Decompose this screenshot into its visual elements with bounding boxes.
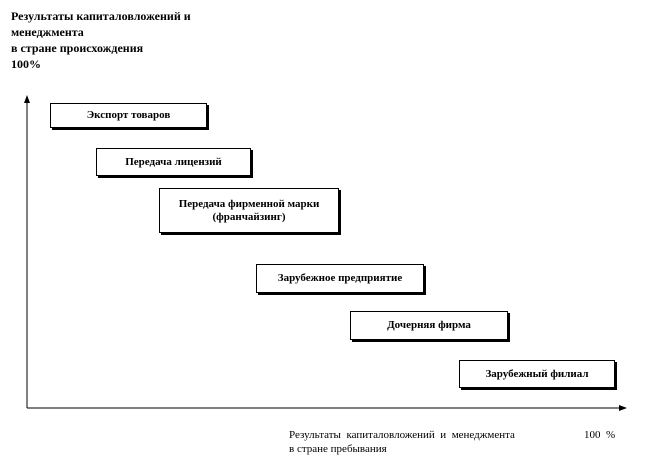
stage-label-foreign-enterprise: Зарубежное предприятие (277, 272, 403, 284)
stage-box-foreign-branch (459, 360, 615, 388)
stage-box-export (50, 103, 207, 128)
stage-label-subsidiary: Дочерняя фирма (387, 319, 471, 331)
x-axis-title-line-1: Результаты капиталовложений и менеджмента (289, 429, 515, 441)
stage-label-licensing: Передача лицензий (125, 155, 222, 168)
stage-label-foreign-branch: Зарубежный филиал (485, 367, 589, 380)
stage-label-franchising-line-2: (франчайзинг) (212, 210, 286, 223)
y-axis-arrow-icon (24, 95, 30, 103)
stage-box-subsidiary (350, 311, 508, 340)
y-axis-title-line-1: Результаты капиталовложений и (11, 9, 191, 23)
stage-box-licensing (96, 148, 251, 176)
stage-box-foreign-enterprise (256, 264, 424, 293)
stage-label-export: Экспорт товаров (86, 109, 171, 121)
stage-label-franchising-line-1: Передача фирменной марки (178, 197, 320, 210)
stage-box-franchising (159, 188, 339, 233)
x-axis-title-line-2: в стране пребывания (289, 443, 387, 455)
x-axis-arrow-icon (619, 405, 627, 411)
x-axis-title (289, 428, 515, 456)
y-axis-title-line-2: менеджмента (11, 25, 84, 39)
x-axis-percent: 100 % (584, 429, 616, 441)
y-axis-title-line-4: 100% (11, 57, 41, 71)
y-axis-title-line-3: в стране происхождения (11, 41, 144, 55)
